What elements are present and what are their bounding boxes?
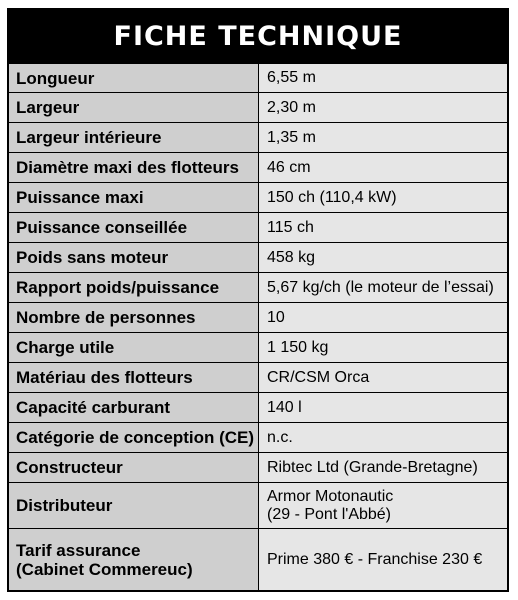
row-value: Prime 380 € - Franchise 230 €: [259, 529, 507, 590]
row-value: Ribtec Ltd (Grande-Bretagne): [259, 453, 507, 482]
row-value: 1 150 kg: [259, 333, 507, 362]
row-value: n.c.: [259, 423, 507, 452]
table-row: [9, 122, 507, 152]
row-value: 1,35 m: [259, 123, 507, 152]
row-value: 458 kg: [259, 243, 507, 272]
spec-sheet: [7, 8, 509, 592]
row-label: Puissance maxi: [9, 183, 259, 212]
row-label: Largeur intérieure: [9, 123, 259, 152]
spec-table: [9, 62, 507, 590]
row-label: Charge utile: [9, 333, 259, 362]
row-value: 140 l: [259, 393, 507, 422]
table-row: [9, 212, 507, 242]
table-row: [9, 92, 507, 122]
row-value: 46 cm: [259, 153, 507, 182]
table-row: [9, 482, 507, 528]
row-value: CR/CSM Orca: [259, 363, 507, 392]
row-label: Longueur: [9, 64, 259, 92]
row-value-line: (29 - Pont l'Abbé): [267, 505, 392, 523]
row-value: 150 ch (110,4 kW): [259, 183, 507, 212]
row-label: Nombre de personnes: [9, 303, 259, 332]
row-label: Matériau des flotteurs: [9, 363, 259, 392]
table-row: [9, 62, 507, 92]
row-label: Puissance conseillée: [9, 213, 259, 242]
sheet-title: FICHE TECHNIQUE: [9, 10, 507, 62]
row-label: Catégorie de conception (CE): [9, 423, 259, 452]
table-row: [9, 242, 507, 272]
row-label: [9, 529, 259, 590]
table-row: [9, 528, 507, 590]
row-value: 10: [259, 303, 507, 332]
table-row: [9, 422, 507, 452]
row-label-line: Tarif assurance: [16, 540, 141, 560]
row-value: [259, 483, 507, 528]
row-label: Poids sans moteur: [9, 243, 259, 272]
table-row: [9, 452, 507, 482]
row-label: Largeur: [9, 93, 259, 122]
row-label: Rapport poids/puissance: [9, 273, 259, 302]
table-row: [9, 302, 507, 332]
row-value: 5,67 kg/ch (le moteur de l’essai): [259, 273, 507, 302]
row-label: Distributeur: [9, 483, 259, 528]
row-label: Constructeur: [9, 453, 259, 482]
row-value: 115 ch: [259, 213, 507, 242]
table-row: [9, 392, 507, 422]
row-value: 2,30 m: [259, 93, 507, 122]
row-value: 6,55 m: [259, 64, 507, 92]
row-label: Diamètre maxi des flotteurs: [9, 153, 259, 182]
row-label-line: (Cabinet Commereuc): [16, 559, 193, 579]
table-row: [9, 362, 507, 392]
row-label: Capacité carburant: [9, 393, 259, 422]
table-row: [9, 272, 507, 302]
row-value-line: Armor Motonautic: [267, 487, 394, 505]
table-row: [9, 182, 507, 212]
table-row: [9, 332, 507, 362]
table-row: [9, 152, 507, 182]
